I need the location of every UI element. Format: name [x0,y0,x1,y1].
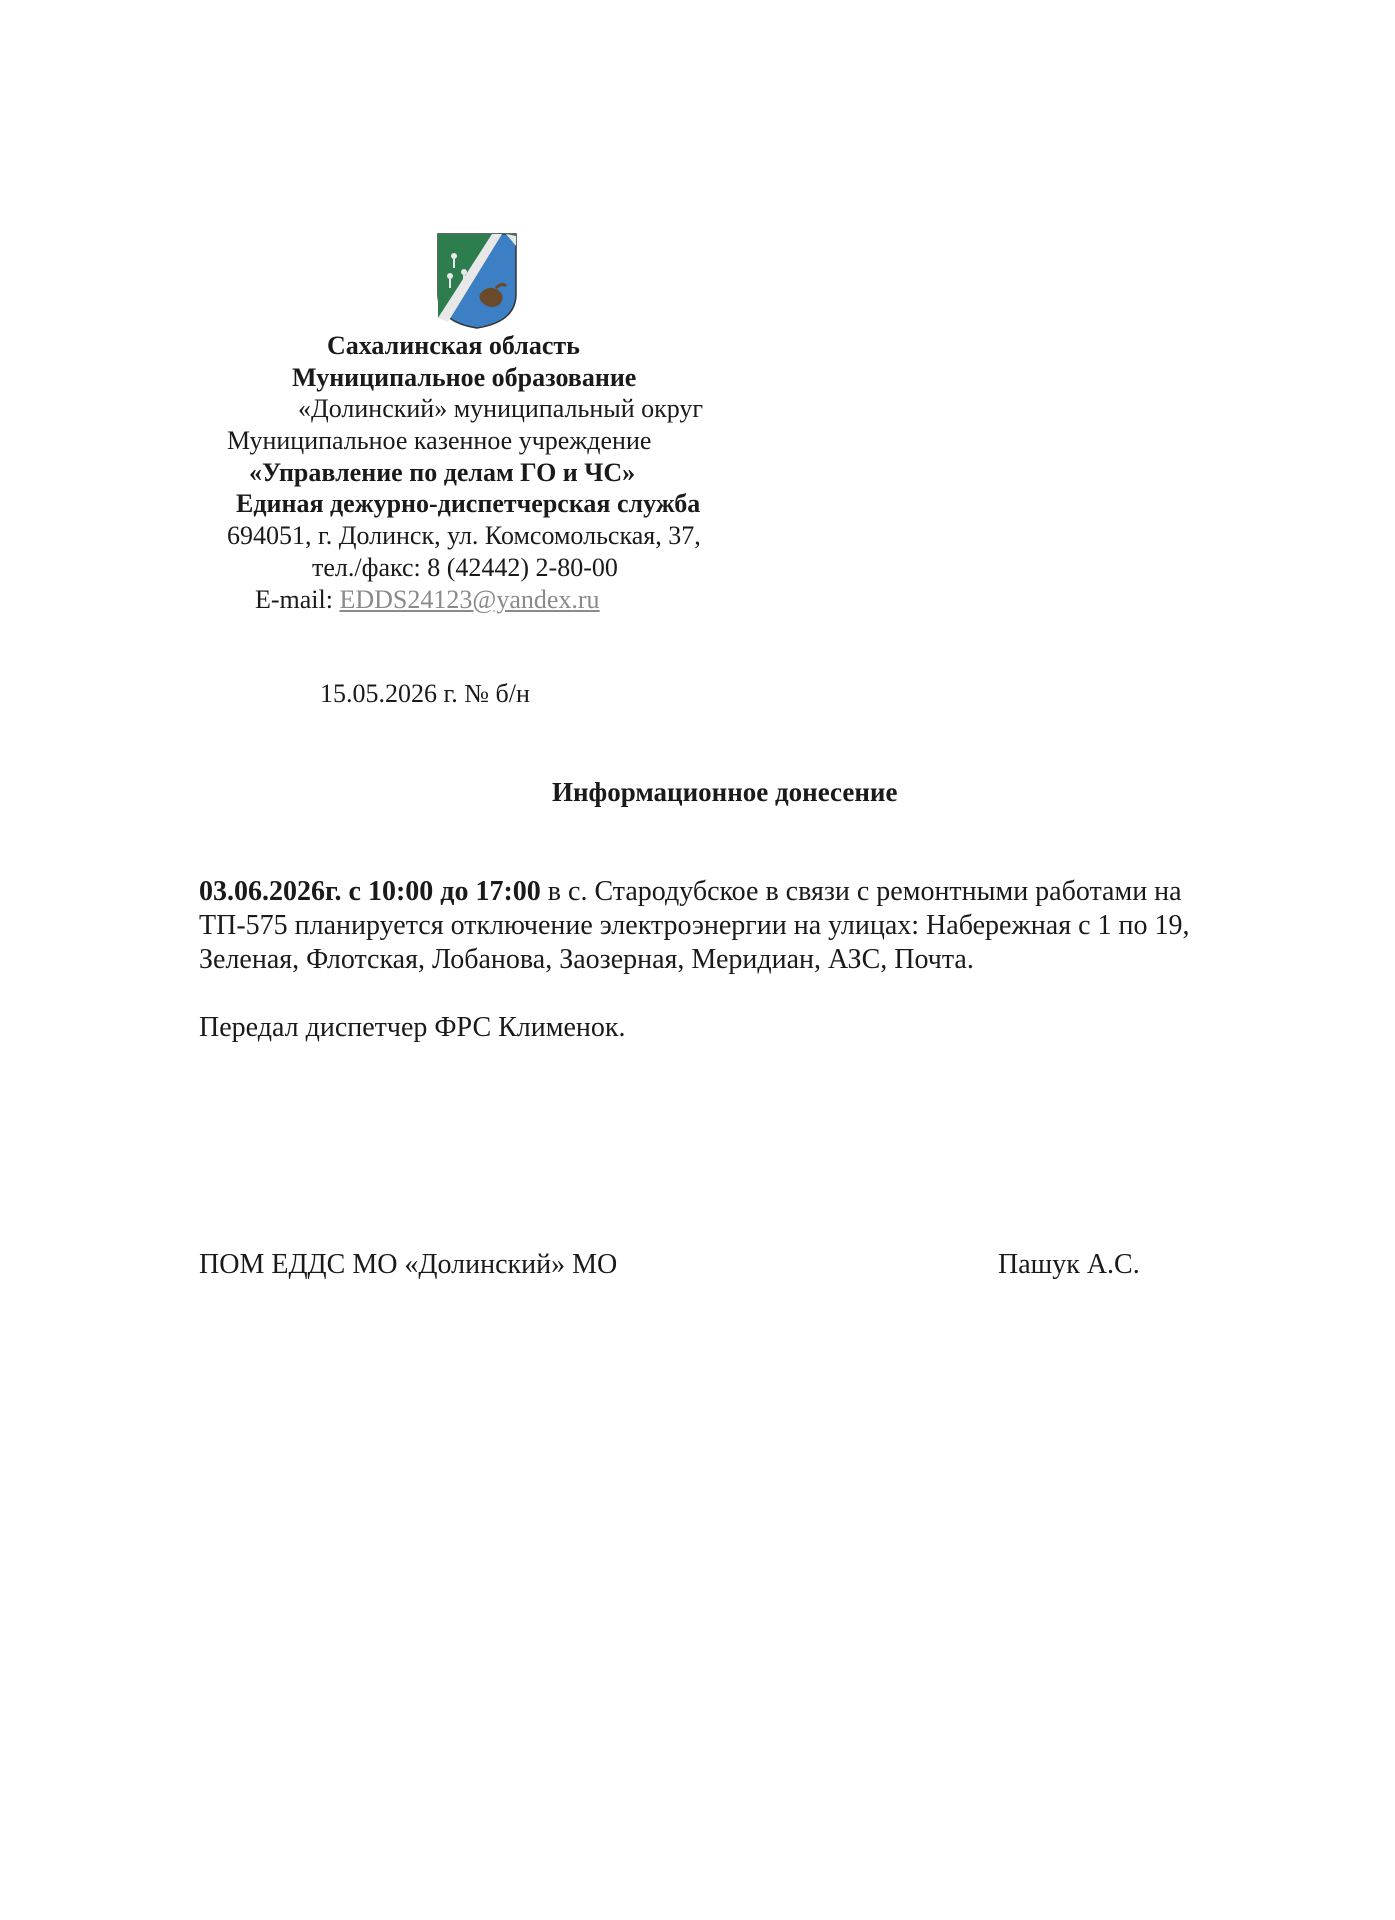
header-address: 694051, г. Долинск, ул. Комсомольская, 37, [227,521,701,550]
body-line-2: ТП-575 планируется отключение электроэнергии на улицах: Набережная с 1 по 19, [199,910,1190,941]
signature-name: Пашук А.С. [998,1249,1140,1280]
coat-of-arms-image [436,232,518,330]
header-district: «Долинский» муниципальный округ [298,394,704,423]
header-service: Единая дежурно-диспетчерская служба [236,489,701,518]
header-phone: тел./факс: 8 (42442) 2-80-00 [312,553,618,582]
email-label: E-mail: [255,585,333,614]
header-institution: Муниципальное казенное учреждение [227,426,652,455]
body-line-1 [199,874,1182,909]
body-line-1-text: в с. Стародубское в связи с ремонтными работами на [540,876,1182,907]
signature-position: ПОМ ЕДДС МО «Долинский» МО [199,1249,618,1280]
body-line-3: Зеленая, Флотская, Лобанова, Заозерная, Меридиан, АЗС, Почта. [199,944,974,975]
email-link[interactable]: EDDS24123@yandex.ru [339,585,600,614]
transmitted-by: Передал диспетчер ФРС Клименок. [199,1012,626,1043]
header-municipality: Муниципальное образование [292,363,637,392]
header-email-line [255,584,600,616]
body-date-time: 03.06.2026г. с 10:00 до 17:00 [199,876,541,907]
header-region: Сахалинская область [327,331,580,360]
document-reference: 15.05.2026 г. № б/н [320,679,530,708]
document-title: Информационное донесение [552,777,898,807]
header-department: «Управление по делам ГО и ЧС» [249,458,636,487]
